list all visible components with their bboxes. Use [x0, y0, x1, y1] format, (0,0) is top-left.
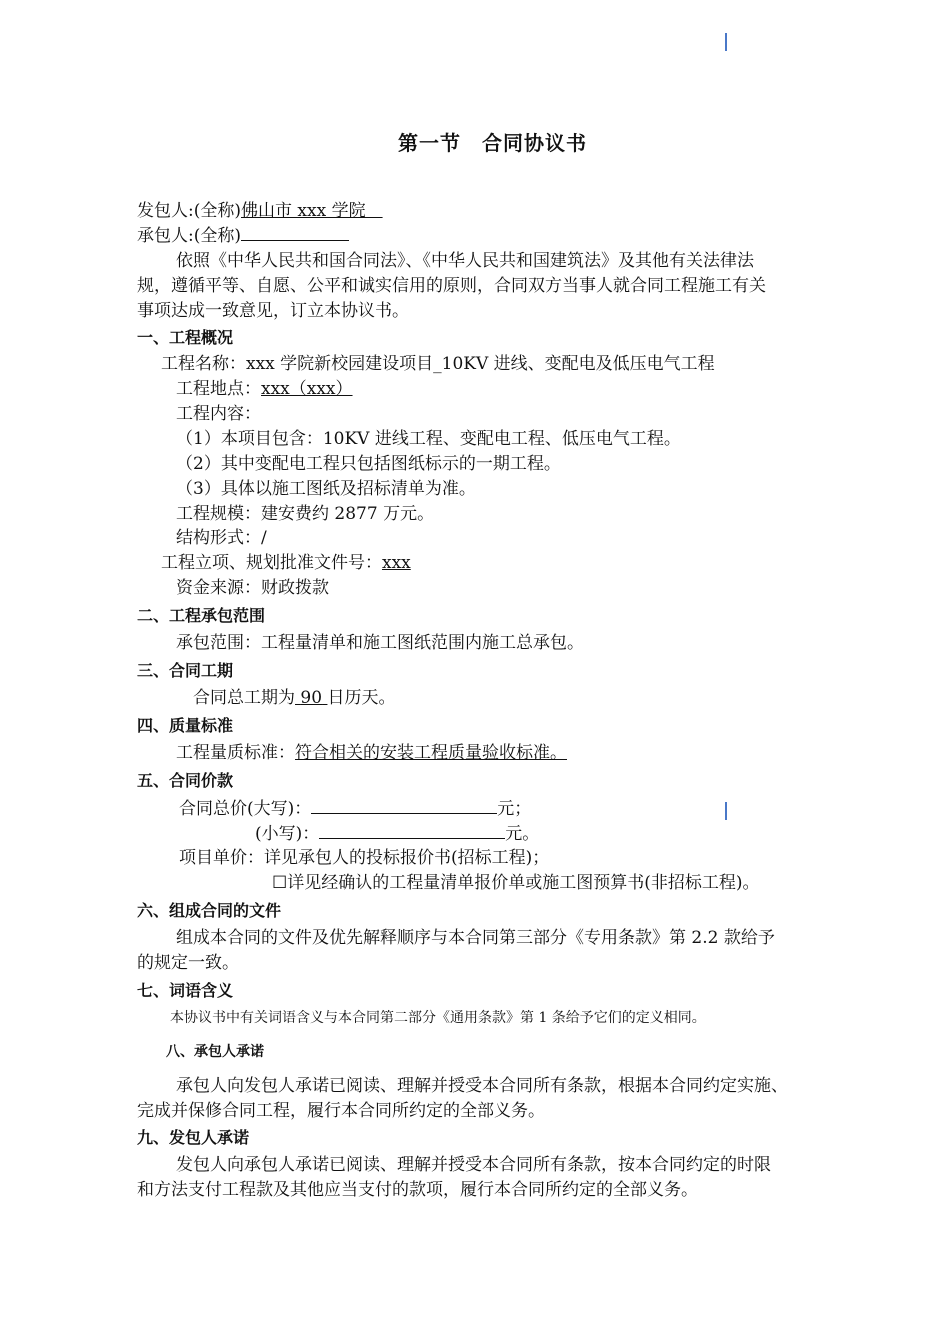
intro-line-2: 规，遵循平等、自愿、公平和诚实信用的原则，合同双方当事人就合同工程施工有关	[137, 276, 766, 296]
quality-standard	[176, 742, 567, 764]
price-lower-blank[interactable]	[319, 822, 505, 839]
contractor-promise-line-1: 承包人向发包人承诺已阅读、理解并授受本合同所有条款，根据本合同约定实施、	[176, 1076, 788, 1096]
scope-text: 承包范围：工程量清单和施工图纸范围内施工总承包。	[176, 633, 584, 653]
text-cursor-middle	[725, 802, 727, 820]
content-item-1: （1）本项目包含：10KV 进线工程、变配电工程、低压电气工程。	[176, 429, 681, 449]
project-scale: 工程规模：建安费约 2877 万元。	[176, 504, 435, 524]
section-8-heading: 八、承包人承诺	[166, 1044, 264, 1060]
duration-post: 日历天。	[327, 688, 396, 708]
documents-line-2: 的规定一致。	[137, 953, 239, 973]
project-content-label: 工程内容：	[176, 404, 261, 424]
section-7-heading: 七、词语含义	[137, 981, 234, 1000]
text-cursor-top	[725, 33, 727, 51]
section-1-heading: 一、工程概况	[137, 328, 234, 347]
intro-line-1: 依照《中华人民共和国合同法》、《中华人民共和国建筑法》及其他有关法律法	[176, 251, 754, 271]
section-9-heading: 九、发包人承诺	[137, 1128, 250, 1147]
price-lower-line	[255, 822, 539, 845]
duration-days	[295, 688, 327, 708]
quality-label: 工程量质标准：	[176, 743, 295, 763]
employer-promise-line-1: 发包人向承包人承诺已阅读、理解并授受本合同所有条款，按本合同约定的时限	[176, 1155, 771, 1175]
contractor-label: 承包人:(全称)	[137, 226, 241, 246]
project-location	[176, 378, 353, 400]
price-upper-unit: 元；	[497, 799, 532, 819]
approval-number	[161, 552, 411, 574]
price-lower-unit: 元。	[505, 824, 540, 844]
section-2-heading: 二、工程承包范围	[137, 606, 266, 625]
structure-form: 结构形式：/	[176, 528, 267, 548]
section-3-heading: 三、合同工期	[137, 661, 234, 680]
approval-label: 工程立项、规划批准文件号：	[161, 553, 382, 573]
price-upper-line	[179, 797, 531, 820]
unit-price-1: 项目单价：详见承包人的投标报价书(招标工程)；	[179, 848, 550, 868]
content-item-2: （2）其中变配电工程只包括图纸标示的一期工程。	[176, 454, 561, 474]
price-lower-label: (小写)：	[255, 824, 320, 844]
employer-name: 佛山市 xxx 学院	[241, 201, 383, 221]
price-upper-label: 合同总价(大写)：	[179, 799, 312, 819]
quality-value: 符合相关的安装工程质量验收标准。	[295, 743, 567, 763]
terms-text: 本协议书中有关词语含义与本合同第二部分《通用条款》第 1 条给予它们的定义相同。	[170, 1010, 706, 1026]
section-6-heading: 六、组成合同的文件	[137, 901, 282, 920]
contractor-line	[137, 224, 349, 247]
duration-line	[193, 687, 395, 709]
page-title: 第一节 合同协议书	[398, 131, 587, 155]
intro-line-3: 事项达成一致意见，订立本协议书。	[137, 301, 409, 321]
contractor-blank[interactable]	[241, 224, 349, 241]
approval-value: xxx	[382, 553, 411, 573]
unit-price-2: ☐详见经确认的工程量清单报价单或施工图预算书(非招标工程)。	[272, 873, 760, 893]
employer-line	[137, 200, 383, 222]
location-label: 工程地点：	[176, 379, 261, 399]
contractor-promise-line-2: 完成并保修合同工程，履行本合同所约定的全部义务。	[137, 1101, 545, 1121]
employer-promise-line-2: 和方法支付工程款及其他应当支付的款项，履行本合同所约定的全部义务。	[137, 1180, 698, 1200]
content-item-3: （3）具体以施工图纸及招标清单为准。	[176, 479, 476, 499]
section-4-heading: 四、质量标准	[137, 716, 234, 735]
section-5-heading: 五、合同价款	[137, 771, 234, 790]
funding-source: 资金来源：财政拨款	[176, 578, 329, 598]
employer-label: 发包人:(全称)	[137, 201, 241, 221]
price-upper-blank[interactable]	[311, 797, 497, 814]
location-value: xxx（xxx）	[261, 379, 353, 399]
duration-pre: 合同总工期为	[193, 688, 295, 708]
duration-days-value: 90	[300, 688, 323, 708]
project-name: 工程名称：xxx 学院新校园建设项目_10KV 进线、变配电及低压电气工程	[161, 354, 715, 374]
documents-line-1: 组成本合同的文件及优先解释顺序与本合同第三部分《专用条款》第 2.2 款给予	[176, 928, 775, 948]
